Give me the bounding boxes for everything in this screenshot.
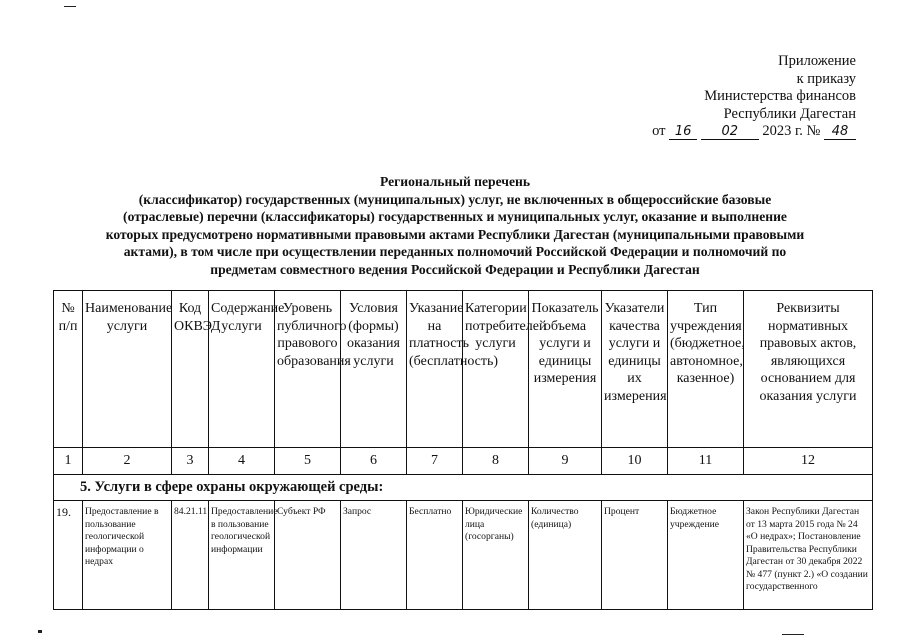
title-line-5: актами), в том числе при осуществлении переданных полномочий Российской Федерации и полномочий по bbox=[123, 244, 787, 259]
date-day: 16 bbox=[669, 125, 697, 140]
column-number-row bbox=[54, 448, 873, 475]
appendix-line-1: Приложение bbox=[778, 53, 856, 69]
title-line-4: которых предусмотрено нормативными правовыми актами Республики Дагестан (муниципальными правовыми bbox=[105, 226, 805, 242]
okved-code: 84.21.11 bbox=[172, 501, 209, 610]
title-line-3: (отраслевые) перечни (классификаторы) государственных и муниципальных услуг, оказание и выполнение bbox=[123, 209, 787, 224]
section-heading: 5. Услуги в сфере охраны окружающей среды: bbox=[54, 475, 873, 501]
column-number: 9 bbox=[529, 448, 602, 475]
header-cell: № п/п bbox=[54, 291, 83, 448]
header-cell: Условия (формы) оказания услуги bbox=[341, 291, 407, 448]
section-row bbox=[54, 475, 873, 501]
title-line-6: предметам совместного ведения Российской Федерации и Республики Дагестан bbox=[210, 261, 700, 277]
appendix-line-3: Министерства финансов bbox=[704, 88, 856, 104]
column-number: 7 bbox=[407, 448, 463, 475]
volume-indicator: Количество (единица) bbox=[529, 501, 602, 610]
scan-artifact bbox=[782, 634, 804, 635]
header-cell: Указатели качества услуги и единицы их измерения bbox=[602, 291, 668, 448]
column-number: 2 bbox=[83, 448, 172, 475]
appendix-line-2: к приказу bbox=[796, 70, 856, 87]
column-number: 5 bbox=[275, 448, 341, 475]
header-cell: Тип учреждения (бюджетное, автономное, казенное) bbox=[668, 291, 744, 448]
legal-acts: Закон Республики Дагестан от 13 марта 2015 года № 24 «О недрах»; Постановление Правительства Республики Дагестан от 30 декабря 2022 № 477 (пункт 2.) «О создании государственного bbox=[744, 501, 873, 610]
column-number: 12 bbox=[744, 448, 873, 475]
appendix-line-4: Республики Дагестан bbox=[723, 105, 856, 122]
header-cell: Уровень публичного правового образования bbox=[275, 291, 341, 448]
date-prefix: от bbox=[652, 123, 666, 139]
column-number: 6 bbox=[341, 448, 407, 475]
quality-indicator: Процент bbox=[602, 501, 668, 610]
service-name: Предоставление в пользование геологической информации о недрах bbox=[83, 501, 172, 610]
consumer-category: Юридические лица (госорганы) bbox=[463, 501, 529, 610]
header-cell: Реквизиты нормативных правовых актов, являющихся основанием для оказания услуги bbox=[744, 291, 873, 448]
column-number: 11 bbox=[668, 448, 744, 475]
scan-artifact bbox=[64, 6, 76, 7]
header-cell: Категории потребителей услуги bbox=[463, 291, 529, 448]
services-table bbox=[53, 290, 873, 610]
header-cell: Содержание услуги bbox=[209, 291, 275, 448]
public-level: Субъект РФ bbox=[275, 501, 341, 610]
order-number: 48 bbox=[824, 125, 856, 140]
header-cell: Показатель объема услуги и единицы измерения bbox=[529, 291, 602, 448]
date-month: 02 bbox=[701, 125, 759, 140]
service-content: Предоставление в пользование геологической информации bbox=[209, 501, 275, 610]
appendix-block bbox=[652, 53, 856, 141]
header-cell: Наименование услуги bbox=[83, 291, 172, 448]
appendix-date-line bbox=[652, 123, 856, 141]
title-line-2: (классификатор) государственных (муниципальных) услуг, не включенных в общероссийские базовые bbox=[138, 191, 772, 207]
service-conditions: Запрос bbox=[341, 501, 407, 610]
row-number: 19. bbox=[54, 501, 83, 610]
table-row bbox=[54, 501, 873, 610]
column-number: 8 bbox=[463, 448, 529, 475]
date-year: 2023 г. № bbox=[762, 123, 821, 139]
header-cell: Указание на платность (бесплатность) bbox=[407, 291, 463, 448]
column-number: 4 bbox=[209, 448, 275, 475]
document-title bbox=[70, 173, 840, 278]
table-header-row bbox=[54, 291, 873, 448]
column-number: 10 bbox=[602, 448, 668, 475]
column-number: 1 bbox=[54, 448, 83, 475]
title-line-1: Региональный перечень bbox=[379, 174, 531, 189]
header-cell: Код ОКВЭД bbox=[172, 291, 209, 448]
scan-artifact bbox=[38, 630, 42, 633]
column-number: 3 bbox=[172, 448, 209, 475]
payment-indication: Бесплатно bbox=[407, 501, 463, 610]
institution-type: Бюджетное учреждение bbox=[668, 501, 744, 610]
